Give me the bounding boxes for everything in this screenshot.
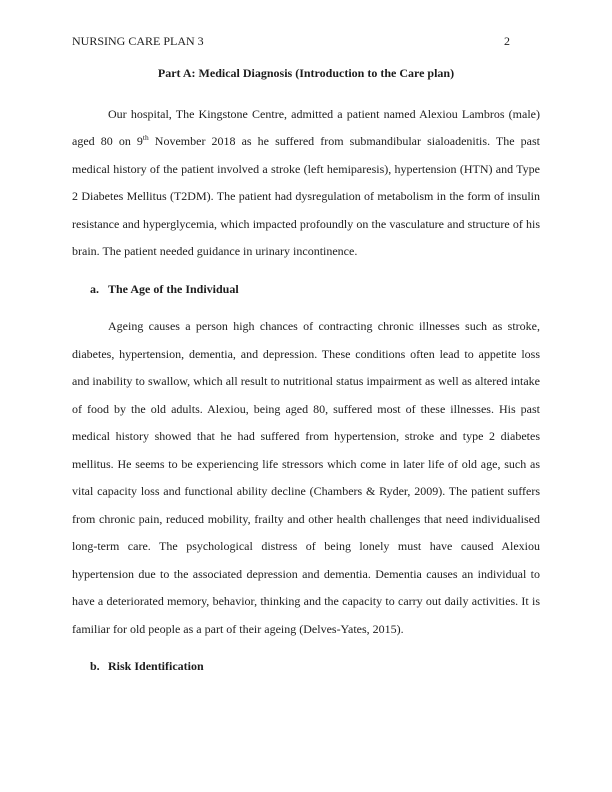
page-header [72, 34, 540, 48]
body-paragraph: Our hospital, The Kingstone Centre, admitted a patient named Alexiou Lambros (male) aged 80 on 9th November 2018 as he suffered from submandibular sialoadenitis. The past medical history of the patient involved a stroke (left hemiparesis), hypertension (HTN) and Type 2 Diabetes Mellitus (T2DM). The patient had dysregulation of metabolism in the form of insulin resistance and hyperglycemia, which impacted profoundly on the vasculature and structure of his brain. The patient needed guidance in urinary incontinence. [72, 106, 541, 258]
heading-label: b. [90, 659, 100, 673]
list-heading-a [72, 276, 540, 304]
running-head: NURSING CARE PLAN 3 [72, 34, 204, 48]
heading-text: The Age of the Individual [108, 281, 239, 296]
document-body [72, 60, 540, 691]
body-paragraph: Ageing causes a person high chances of contracting chronic illnesses such as stroke, diabetes, hypertension, dementia, and depression. These conditions often lead to appetite loss and inability to swallow, which all result to nutritional status impairment as well as altered intake of food by the old adults. Alexiou, being aged 80, suffered most of these illnesses. His past medical history showed that he had suffered from hypertension, stroke and type 2 diabetes mellitus. He seems to be experiencing life stressors which come in later life of old age, such as vital capacity loss and functional ability decline (Chambers & Ryder, 2009). The patient suffers from chronic pain, reduced mobility, frailty and other health challenges that need individualised long-term care. The psychological distress of being lonely must have caused Alexiou hypertension due to the associated depression and dementia. Dementia causes an individual to have a deteriorated memory, behavior, thinking and the capacity to carry out daily activities. It is familiar for old people as a part of their ageing (Delves-Yates, 2015). [72, 319, 540, 636]
content-blocks [72, 101, 540, 681]
list-heading-b [72, 653, 540, 681]
section-title: Part A: Medical Diagnosis (Introduction to the Care plan) [157, 66, 455, 80]
page-number: 2 [504, 34, 510, 48]
heading-text: Risk Identification [108, 659, 204, 673]
heading-label: a. [90, 281, 99, 296]
